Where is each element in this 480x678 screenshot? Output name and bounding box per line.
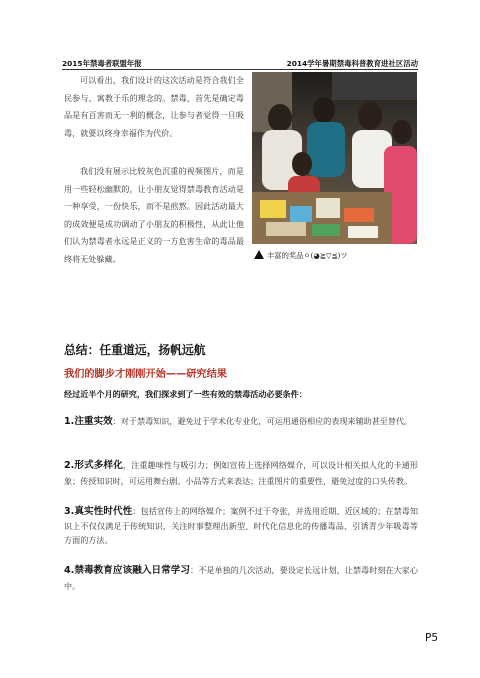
finding-item-4	[64, 563, 418, 594]
finding-item-title: 4.禁毒教育应该融入日常学习	[64, 565, 191, 576]
triangle-icon	[254, 250, 264, 259]
finding-item-2	[64, 458, 418, 489]
intro-paragraph-1: 可以看出，我们设计的这次活动是符合我们全民参与、寓教于乐的理念的。禁毒，首先是确定毒品是有百害而无一利的概念，让参与者觉得一旦吸毒，就要以终身幸福作为代价。	[64, 75, 244, 138]
finding-item-3	[64, 504, 418, 547]
activity-photo-image	[252, 72, 417, 244]
activity-photo	[252, 72, 417, 244]
photo-caption	[254, 250, 348, 261]
photo-caption-text: 丰富的奖品ㅇ(◕≧▽≦)ツ	[267, 251, 348, 260]
summary-subtitle: 我们的脚步才刚刚开始——研究结果	[64, 369, 227, 380]
summary-title: 总结：任重道远，扬帆远航	[64, 343, 206, 357]
header-left: 2015年禁毒者联盟年报	[62, 59, 142, 68]
header-rule	[62, 69, 418, 70]
finding-item-title: 2.形式多样化	[64, 460, 123, 471]
finding-item-text: ：不是单独的几次活动，要设定长远计划，让禁毒时刻在大家心中。	[64, 565, 418, 591]
header-right: 2014学年暑期禁毒科普教育进社区活动	[286, 59, 418, 68]
finding-item-text: ，注重趣味性与吸引力；例如宣传上选择网络媒介，可以设计相关拟人化的卡通形象；传授知识时，可运用舞台剧、小品等方式来表达；注重图片的重要性，避免过度的口头传教。	[64, 460, 418, 486]
intro-paragraph-2: 我们没有展示比较灰色沉重的视频图片，而是用一些轻松幽默的，让小朋友觉得禁毒教育活动是一种享受，一份快乐，而不是煎熬。因此活动最大的成效便是成功调动了小朋友的积极性，从此让他们认为禁毒者永远是正义的一方危害生命的毒品最终将无处躲藏。	[64, 166, 244, 264]
finding-item-title: 1.注重实效	[64, 416, 113, 427]
finding-item-text: ：对于禁毒知识，避免过于学术化专业化，可运用通俗相应的表现来辅助甚至替代。	[112, 416, 413, 426]
finding-item-title: 3.真实性时代性	[64, 506, 133, 517]
finding-item-1	[64, 414, 418, 430]
summary-lead: 经过近半个月的研究，我们探求到了一些有效的禁毒活动必要条件：	[64, 389, 307, 399]
page-number: P5	[425, 632, 439, 644]
finding-item-text: ：包括宣传上的网络媒介；案例不过于夸张，并选用近期、近区域的；在禁毒知识上不仅仅满足于传统知识，关注时事整理出新型、时代化信息化的传播毒品、引诱青少年吸毒等方面的方法。	[64, 506, 418, 545]
